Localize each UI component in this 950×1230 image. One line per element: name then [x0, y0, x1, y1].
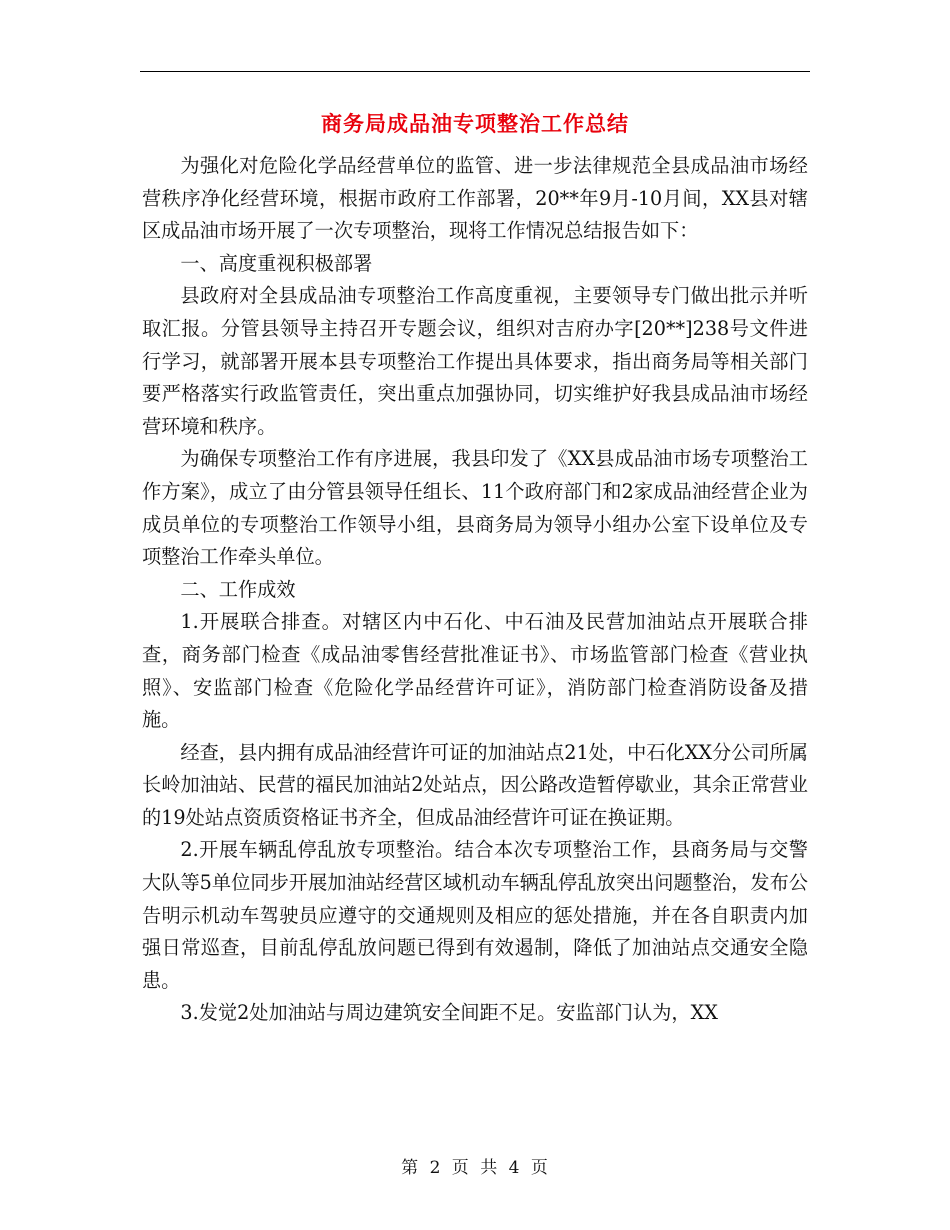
page-footer: 第 2 页 共 4 页 — [401, 1158, 549, 1178]
paragraph: 县政府对全县成品油专项整治工作高度重视，主要领导专门做出批示并听取汇报。分管县领导主持召开专题会议，组织对吉府办字[20**]238号文件进行学习，就部署开展本县专项整治工作提出具体要求，指出商务局等相关部门要严格落实行政监管责任，突出重点加强协同，切实维护好我县成品油市场经营环境和秩序。 — [142, 284, 808, 438]
paragraph: 2.开展车辆乱停乱放专项整治。结合本次专项整治工作，县商务局与交警大队等5单位同步开展加油站经营区域机动车辆乱停乱放突出问题整治，发布公告明示机动车驾驶员应遵守的交通规则及相应的惩处措施，并在各自职责内加强日常巡查，目前乱停乱放问题已得到有效遏制，降低了加油站点交通安全隐患。 — [142, 838, 808, 992]
header-rule — [140, 71, 810, 72]
paragraph: 1.开展联合排查。对辖区内中石化、中石油及民营加油站点开展联合排查，商务部门检查《成品油零售经营批准证书》、市场监管部门检查《营业执照》、安监部门检查《危险化学品经营许可证》，消防部门检查消防设备及措施。 — [142, 610, 808, 732]
paragraph: 经查，县内拥有成品油经营许可证的加油站点21处，中石化XX分公司所属长岭加油站、民营的福民加油站2处站点，因公路改造暂停歇业，其余正常营业的19处站点资质资格证书齐全，但成品油经营许可证在换证期。 — [142, 740, 808, 829]
section-heading-1: 一、高度重视积极部署 — [180, 251, 373, 275]
paragraph-intro: 为强化对危险化学品经营单位的监管、进一步法律规范全县成品油市场经营秩序净化经营环境，根据市政府工作部署，20**年9月-10月间，XX县对辖区成品油市场开展了一次专项整治，现将工作情况总结报告如下： — [142, 154, 808, 243]
section-heading-2: 二、工作成效 — [180, 577, 296, 601]
document-title: 商务局成品油专项整治工作总结 — [321, 111, 629, 136]
paragraph: 3.发觉2处加油站与周边建筑安全间距不足。安监部门认为，XX — [180, 1001, 718, 1025]
paragraph: 为确保专项整治工作有序进展，我县印发了《XX县成品油市场专项整治工作方案》，成立了由分管县领导任组长、11个政府部门和2家成品油经营企业为成员单位的专项整治工作领导小组，县商务局为领导小组办公室下设单位及专项整治工作牵头单位。 — [142, 447, 808, 569]
document-body — [142, 150, 808, 1030]
